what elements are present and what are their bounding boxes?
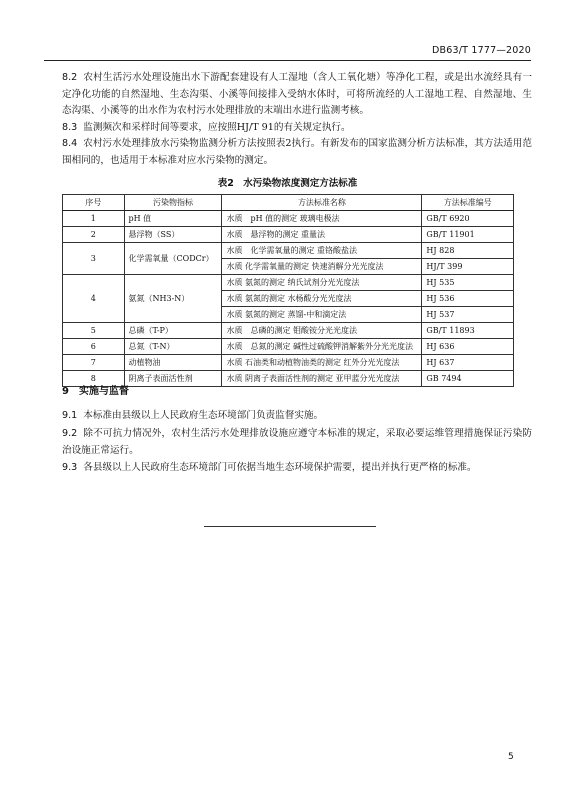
table-row bbox=[63, 339, 514, 355]
clause-8-2 bbox=[62, 70, 532, 120]
row-no: 3 bbox=[63, 243, 125, 275]
method-code: GB 7494 bbox=[422, 371, 514, 387]
clause-text: 农村污水处理排放水污染物监测分析方法按照表2执行。有新发布的国家监测分析方法标准，其方法适用范围相同的，也适用于本标准对应水污染物的测定。 bbox=[62, 138, 532, 166]
method-name: 水质 阴离子表面活性剂的测定 亚甲蓝分光光度法 bbox=[222, 371, 422, 387]
method-code: HJ 637 bbox=[422, 355, 514, 371]
method-name: 水质 化学需氧量的测定 快速消解分光光度法 bbox=[222, 259, 422, 275]
method-name: 水质 氨氮的测定 纳氏试剂分光光度法 bbox=[222, 275, 422, 291]
clause-text: 监测频次和采样时间等要求，应按照HJ/T 91的有关规定执行。 bbox=[83, 122, 351, 133]
method-name: 水质 pH 值的测定 玻璃电极法 bbox=[222, 211, 422, 227]
method-code: HJ/T 399 bbox=[422, 259, 514, 275]
row-indicator: 化学需氧量（CODCr） bbox=[124, 243, 222, 275]
clause-text: 除不可抗力情况外，农村生活污水处理排放设施应遵守本标准的规定，采取必要运维管理措施保证污染防治设施正常运行。 bbox=[62, 428, 532, 456]
method-name: 水质 总氮的测定 碱性过硫酸钾消解紫外分光光度法 bbox=[222, 339, 422, 355]
table-row bbox=[63, 243, 514, 259]
row-indicator: 悬浮物（SS） bbox=[124, 227, 222, 243]
method-code: HJ 536 bbox=[422, 291, 514, 307]
header-method-name: 方法标准名称 bbox=[222, 195, 422, 211]
table-row bbox=[63, 275, 514, 291]
row-no: 2 bbox=[63, 227, 125, 243]
clause-number: 8.3 bbox=[62, 122, 78, 133]
row-no: 4 bbox=[63, 275, 125, 323]
clause-9-2 bbox=[62, 426, 532, 459]
clause-number: 9.1 bbox=[62, 410, 78, 421]
clause-number: 8.4 bbox=[62, 138, 78, 149]
method-name: 水质 氨氮的测定 水杨酸分光光度法 bbox=[222, 291, 422, 307]
clause-text: 各县级以上人民政府生态环境部门可依据当地生态环境保护需要，提出并执行更严格的标准。 bbox=[83, 462, 477, 473]
page-number: 5 bbox=[508, 752, 514, 762]
row-indicator: 总氮（T-N） bbox=[124, 339, 222, 355]
method-name: 水质 化学需氧量的测定 重铬酸盐法 bbox=[222, 243, 422, 259]
methods-table bbox=[62, 194, 514, 387]
method-name: 水质 石油类和动植物油类的测定 红外分光光度法 bbox=[222, 355, 422, 371]
table-row bbox=[63, 211, 514, 227]
section-9-heading bbox=[62, 382, 139, 397]
method-name: 水质 总磷的测定 钼酸铵分光光度法 bbox=[222, 323, 422, 339]
method-code: HJ 537 bbox=[422, 307, 514, 323]
row-no: 5 bbox=[63, 323, 125, 339]
clause-9-1 bbox=[62, 408, 532, 425]
row-indicator: 动植物油 bbox=[124, 355, 222, 371]
method-code: GB/T 11893 bbox=[422, 323, 514, 339]
method-code: GB/T 6920 bbox=[422, 211, 514, 227]
method-code: HJ 828 bbox=[422, 243, 514, 259]
method-name: 水质 悬浮物的测定 重量法 bbox=[222, 227, 422, 243]
row-indicator: 氨氮（NH3-N） bbox=[124, 275, 222, 323]
clause-8-3 bbox=[62, 120, 532, 137]
header-rule bbox=[44, 60, 531, 61]
row-indicator: 总磷（T-P） bbox=[124, 323, 222, 339]
table-row bbox=[63, 323, 514, 339]
method-code: HJ 636 bbox=[422, 339, 514, 355]
row-indicator: 阴离子表面活性剂 bbox=[124, 371, 222, 387]
end-of-document-rule bbox=[204, 526, 376, 527]
row-no: 1 bbox=[63, 211, 125, 227]
header-no: 序号 bbox=[63, 195, 125, 211]
header-indicator: 污染物指标 bbox=[124, 195, 222, 211]
row-no: 8 bbox=[63, 371, 125, 387]
standard-code: DB63/T 1777—2020 bbox=[432, 45, 531, 56]
row-no: 6 bbox=[63, 339, 125, 355]
clause-9-3 bbox=[62, 460, 532, 477]
clause-8-4 bbox=[62, 136, 532, 169]
table-row bbox=[63, 355, 514, 371]
row-indicator: pH 值 bbox=[124, 211, 222, 227]
header-method-code: 方法标准编号 bbox=[422, 195, 514, 211]
table-title: 表2 水污染物浓度测定方法标准 bbox=[217, 178, 358, 189]
clause-number: 9.2 bbox=[62, 428, 78, 439]
section-title: 实施与监督 bbox=[78, 386, 129, 397]
method-code: HJ 535 bbox=[422, 275, 514, 291]
table-header-row bbox=[63, 195, 514, 211]
clause-number: 8.2 bbox=[62, 72, 78, 83]
method-name: 水质 氨氮的测定 蒸馏-中和滴定法 bbox=[222, 307, 422, 323]
table-row bbox=[63, 227, 514, 243]
section-number: 9 bbox=[62, 386, 69, 397]
method-code: GB/T 11901 bbox=[422, 227, 514, 243]
clause-number: 9.3 bbox=[62, 462, 78, 473]
row-no: 7 bbox=[63, 355, 125, 371]
clause-text: 农村生活污水处理设施出水下游配套建设有人工湿地（含人工氧化塘）等净化工程，或是出水流经具有一定净化功能的自然湿地、生态沟渠、小溪等间接排入受纳水体时，可将所流经的人工湿地工程、自然湿地、生态沟渠、小溪等的出水作为农村污水处理排放的末端出水进行监测考核。 bbox=[62, 72, 532, 116]
clause-text: 本标准由县级以上人民政府生态环境部门负责监督实施。 bbox=[83, 410, 324, 421]
